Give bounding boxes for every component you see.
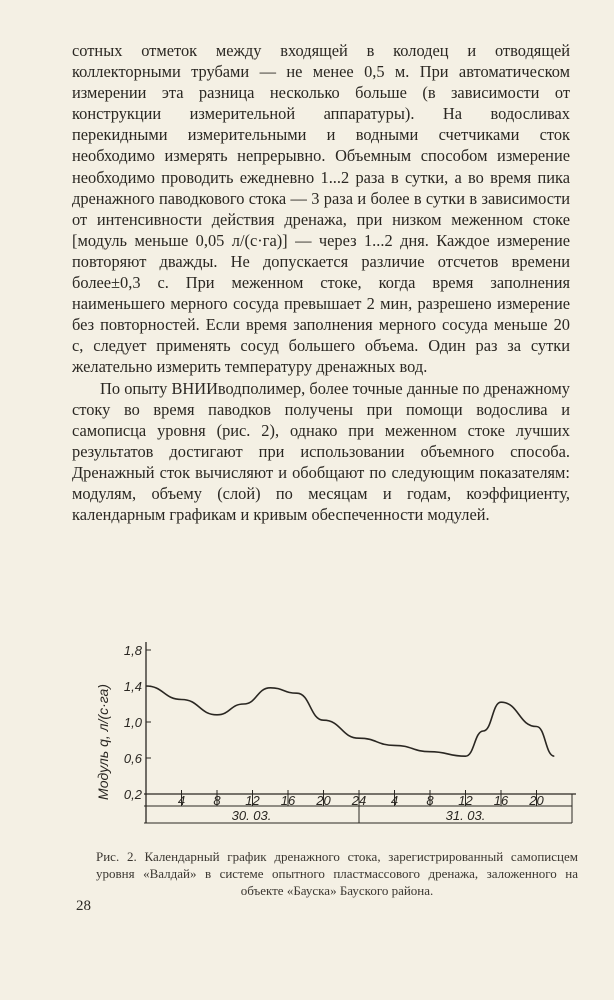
date-label: 31. 03. bbox=[445, 808, 486, 823]
series-line bbox=[146, 686, 554, 756]
body-text bbox=[72, 40, 570, 525]
x-tick-label: 8 bbox=[426, 793, 434, 808]
page-number: 28 bbox=[76, 898, 91, 914]
y-tick-label: 1,0 bbox=[123, 715, 142, 730]
paragraph-1: сотных отметок между входящей в колодец и отводящей коллекторными трубами — не менее 0,5 м. При автоматическом измерении эта разница несколько больше (в зависимости от конструкции измерительной аппаратуры). На водосливах перекидными измерительными и водными счетчиками сток необходимо измерять непрерывно. Объемным способом измерение необходимо проводить ежедневно 1...2 раза в сутки, а во время пика дренажного паводкового стока — 3 раза и более в сутки в зависимости от интенсивности действия дренажа, при низком меженном стоке [модуль меньше 0,05 л/(с·га)] — через 1...2 дня. Каждое измерение повторяют дважды. Не допускается различие отсчетов времени более±0,3 с. При меженном стоке, когда время заполнения наименьшего мерного сосуда превышает 2 мин, разрешено измерение без повторностей. Если время заполнения мерного сосуда меньше 20 с, следует применять сосуд большего объема. Один раз за сутки желательно измерить температуру дренажных вод. bbox=[72, 41, 570, 377]
chart-svg bbox=[72, 632, 582, 832]
x-tick-label: 20 bbox=[316, 793, 331, 808]
x-tick-label: 12 bbox=[458, 793, 473, 808]
x-tick-label: 4 bbox=[177, 793, 186, 808]
figure-caption: Рис. 2. Календарный график дренажного стока, зарегистрированный самописцем уровня «Валдай» в системе опытного пластмассового дренажа, заложенного на объекте «Бауска» Бауского района. bbox=[96, 849, 578, 898]
x-tick-label: 20 bbox=[529, 793, 544, 808]
x-tick-label: 16 bbox=[280, 793, 296, 808]
x-tick-label: 4 bbox=[390, 793, 399, 808]
x-tick-label: 8 bbox=[213, 793, 221, 808]
drainage-chart bbox=[72, 632, 582, 832]
y-tick-label: 1,8 bbox=[123, 643, 142, 658]
y-tick-label: 1,4 bbox=[123, 679, 142, 694]
date-label: 30. 03. bbox=[231, 808, 272, 823]
y-axis-label: Модуль q, л/(с·га) bbox=[95, 684, 111, 800]
y-tick-label: 0,2 bbox=[123, 787, 142, 802]
paragraph-2: По опыту ВНИИводполимер, более точные данные по дренажному стоку во время паводков получены при помощи водослива и самописца уровня (рис. 2), однако при меженном стоке лучших результатов достигают при использовании объемного способа. Дренажный сток вычисляют и обобщают по следующим показателям: модулям, объему (слой) по месяцам и годам, коэффициенту, календарным графикам и кривым обеспеченности модулей. bbox=[72, 378, 570, 525]
x-tick-label: 12 bbox=[245, 793, 260, 808]
y-tick-label: 0,6 bbox=[123, 751, 142, 766]
x-tick-label: 24 bbox=[351, 793, 367, 808]
x-tick-label: 16 bbox=[493, 793, 509, 808]
